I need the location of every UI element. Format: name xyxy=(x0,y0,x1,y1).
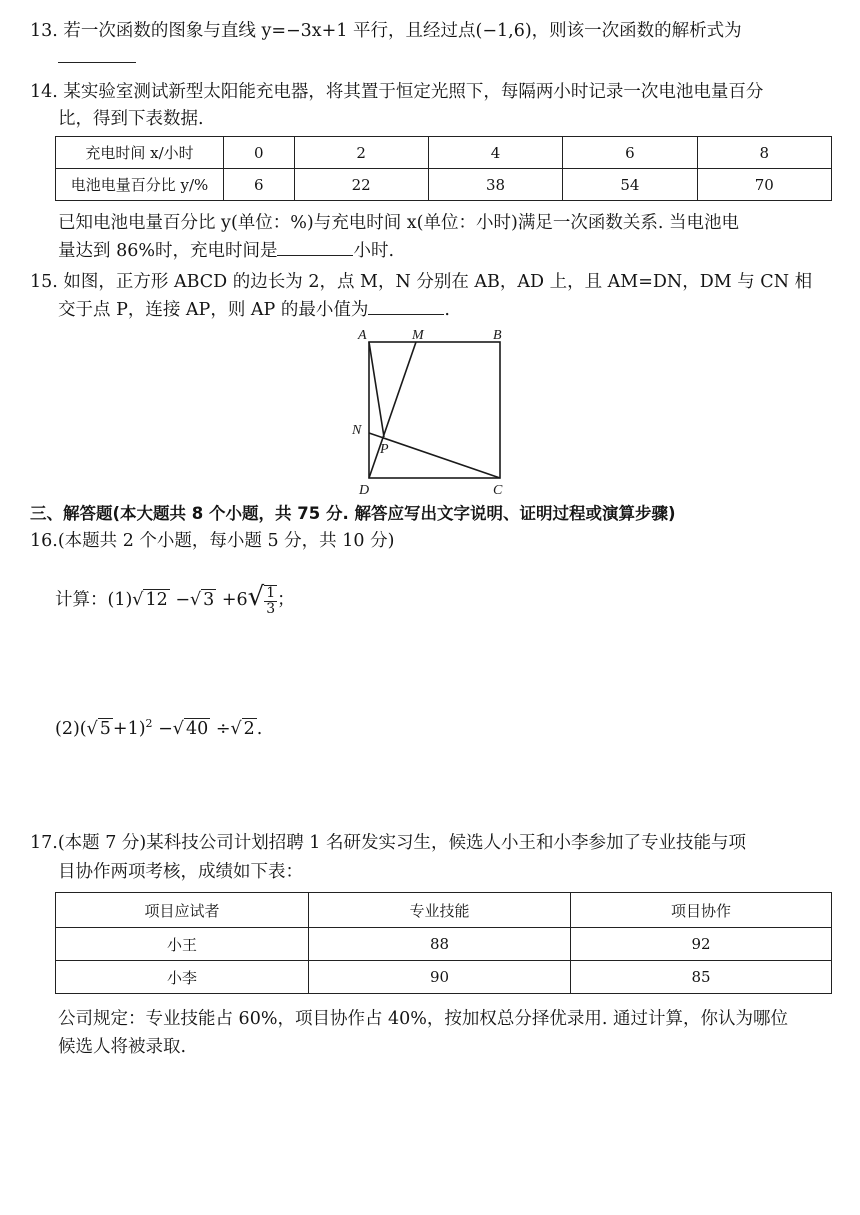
q13-line1: 13. 若一次函数的图象与直线 y=−3x+1 平行，且经过点(−1,6)，则该一次函数的解析式为 xyxy=(30,21,742,41)
q16-p1-end: ； xyxy=(277,590,295,610)
q17-cell: 90 xyxy=(309,961,571,994)
segment-ap xyxy=(369,342,384,437)
label-p: P xyxy=(380,442,389,457)
label-a: A xyxy=(358,328,367,343)
q16-p2-radicand3: 2 xyxy=(243,718,255,739)
q14-after2-pre: 量达到 86%时，充电时间是 xyxy=(58,241,278,261)
q16-p1-plus: +6 xyxy=(221,590,248,610)
q16-part1 xyxy=(55,577,295,620)
square-geometry-figure xyxy=(340,322,520,500)
q16-p2-minus: − xyxy=(158,718,173,739)
q17-line2: 目协作两项考核，成绩如下表： xyxy=(58,862,303,882)
q17-cell: 85 xyxy=(571,961,832,994)
q14-cell: 70 xyxy=(697,169,831,201)
q17-after2: 候选人将被录取. xyxy=(58,1037,187,1057)
q14-cell: 2 xyxy=(294,137,428,169)
q17-score-table xyxy=(55,892,832,994)
sqrt-sign: √ xyxy=(189,590,202,610)
q16-p1-fraction xyxy=(264,585,277,617)
sqrt-sign: √ xyxy=(86,718,98,739)
q16-p1-minus: − xyxy=(175,590,190,610)
q14-data-table xyxy=(55,136,832,201)
q14-row2-header: 电池电量百分比 y/% xyxy=(56,169,224,201)
q15-line1: 15. 如图，正方形 ABCD 的边长为 2，点 M，N 分别在 AB，AD 上，且 AM=DN，DM 与 CN 相 xyxy=(30,272,813,292)
q14-after1: 已知电池电量百分比 y(单位：%)与充电时间 x(单位：小时)满足一次函数关系. 当电池电 xyxy=(58,213,739,233)
q15-line2-pre: 交于点 P，连接 AP，则 AP 的最小值为 xyxy=(58,300,369,320)
q16-p2-exponent: 2 xyxy=(145,717,153,730)
q14-cell: 6 xyxy=(224,169,295,201)
q17-cell: 小王 xyxy=(56,928,309,961)
q15-answer-blank[interactable] xyxy=(368,314,444,315)
fraction-denominator: 3 xyxy=(266,600,276,617)
q14-cell: 6 xyxy=(563,137,697,169)
q17-header-collab: 项目协作 xyxy=(571,893,832,928)
q14-cell: 8 xyxy=(697,137,831,169)
q16-p2-radicand2: 40 xyxy=(185,718,209,739)
q15-line2-post: . xyxy=(444,300,450,320)
section-3-heading: 三、解答题(本大题共 8 个小题，共 75 分. 解答应写出文字说明、证明过程或演算步骤) xyxy=(30,504,676,523)
q16-p2-pre: (2)( xyxy=(55,718,87,739)
q15-line2 xyxy=(58,299,450,321)
q16-p2-div: ÷ xyxy=(215,718,231,739)
q16-p1-radicand1: 12 xyxy=(145,590,168,610)
q17-line1: 17.(本题 7 分)某科技公司计划招聘 1 名研发实习生，候选人小王和小李参加了专业技能与项 xyxy=(30,833,747,853)
q14-line1: 14. 某实验室测试新型太阳能充电器，将其置于恒定光照下，每隔两小时记录一次电池电量百分 xyxy=(30,82,764,102)
label-b: B xyxy=(493,328,502,343)
fraction-numerator: 1 xyxy=(266,584,276,601)
q14-cell: 22 xyxy=(294,169,428,201)
label-d: D xyxy=(359,483,370,498)
q14-cell: 38 xyxy=(428,169,562,201)
label-n: N xyxy=(352,423,362,438)
q14-after2 xyxy=(58,240,394,262)
q16-head: 16.(本题共 2 个小题，每小题 5 分，共 10 分) xyxy=(30,531,395,551)
label-m: M xyxy=(412,328,424,343)
q17-cell: 88 xyxy=(309,928,571,961)
q17-cell: 92 xyxy=(571,928,832,961)
square-abcd xyxy=(369,342,500,478)
q14-cell: 4 xyxy=(428,137,562,169)
label-c: C xyxy=(493,483,503,498)
q16-p2-mid: +1) xyxy=(112,718,146,739)
segment-cn xyxy=(369,433,500,478)
sqrt-sign: √ xyxy=(247,582,265,612)
q16-p2-end: . xyxy=(256,718,263,739)
q16-part2 xyxy=(55,713,262,740)
sqrt-sign: √ xyxy=(172,718,184,739)
q17-cell: 小李 xyxy=(56,961,309,994)
segment-dm xyxy=(369,342,416,478)
q14-cell: 0 xyxy=(224,137,295,169)
q17-header-candidate: 项目应试者 xyxy=(56,893,309,928)
q14-row1-header: 充电时间 x/小时 xyxy=(56,137,224,169)
q14-after2-post: 小时. xyxy=(353,241,395,261)
q17-after1: 公司规定：专业技能占 60%，项目协作占 40%，按加权总分择优录用. 通过计算，你认为哪位 xyxy=(58,1009,789,1029)
sqrt-sign: √ xyxy=(230,718,242,739)
sqrt-sign: √ xyxy=(132,590,144,610)
q16-p1-radicand2: 3 xyxy=(203,590,215,610)
q16-p1-pre: 计算：(1) xyxy=(55,590,133,610)
q14-line2: 比，得到下表数据. xyxy=(58,109,204,129)
q13-answer-blank[interactable] xyxy=(58,62,136,63)
q16-p2-radicand1: 5 xyxy=(99,718,111,739)
q14-cell: 54 xyxy=(563,169,697,201)
q17-header-skill: 专业技能 xyxy=(309,893,571,928)
q14-answer-blank[interactable] xyxy=(277,255,353,256)
